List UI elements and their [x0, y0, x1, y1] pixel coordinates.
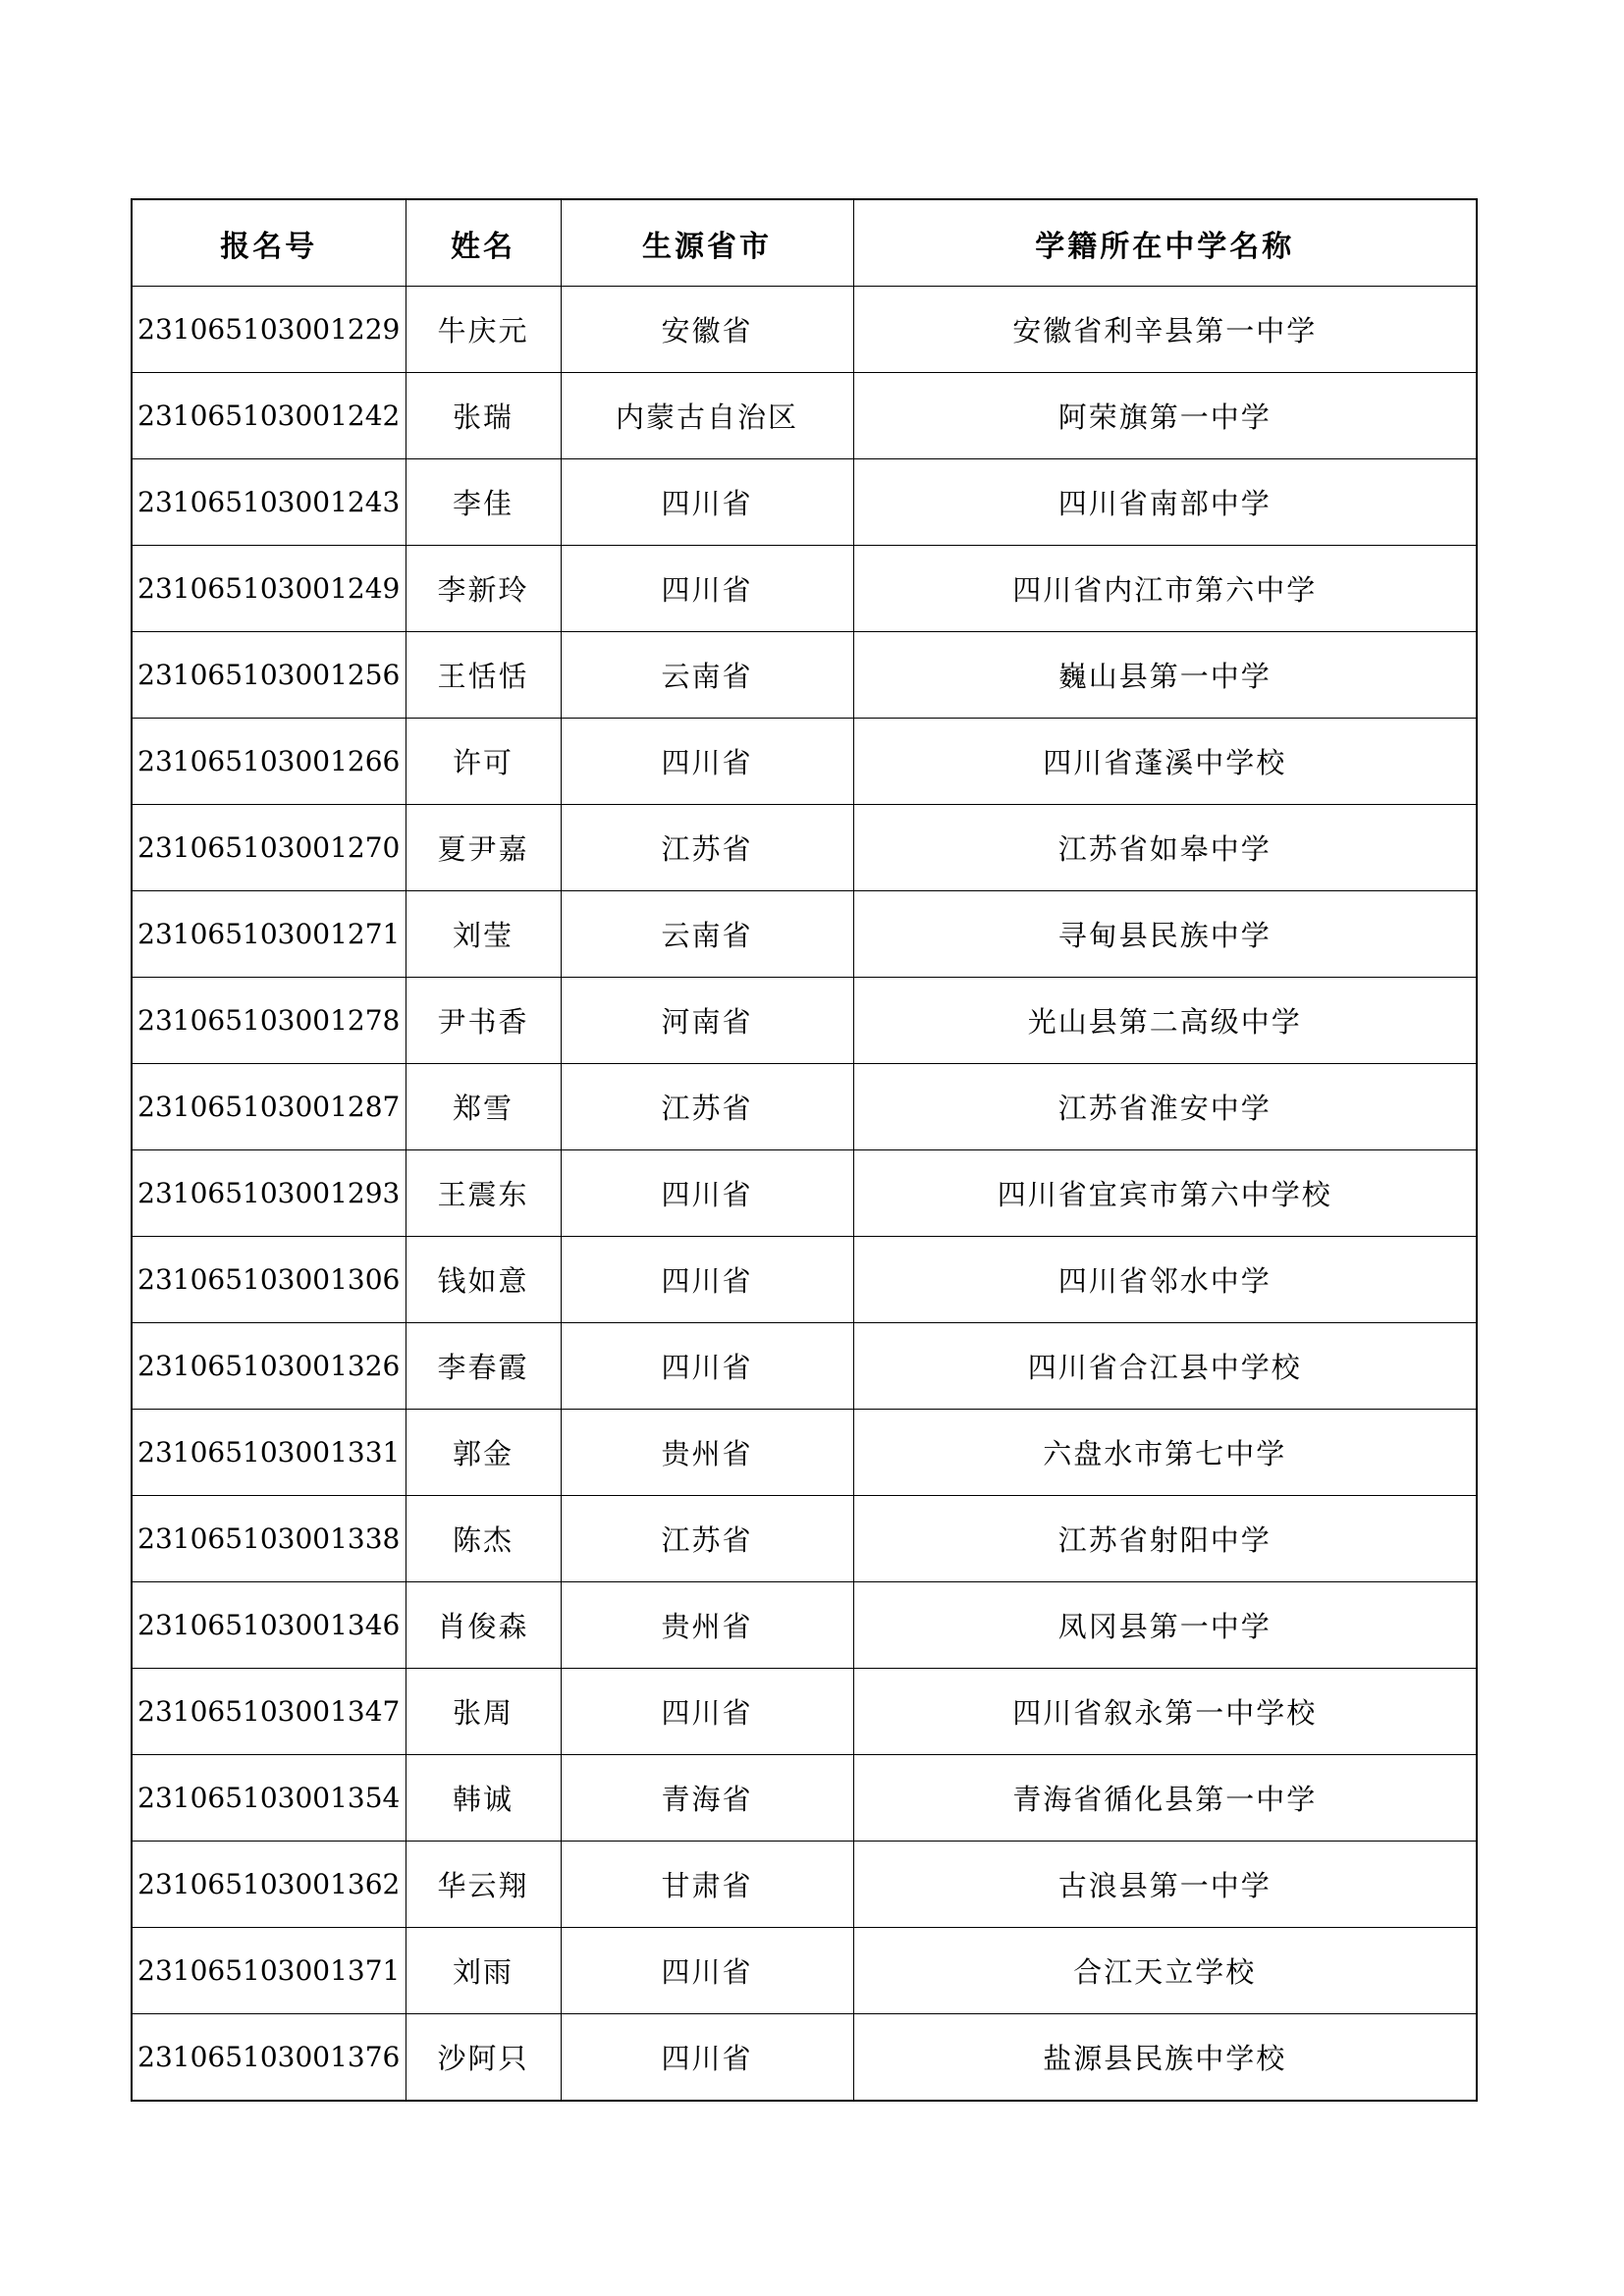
cell-school-name: 盐源县民族中学校 [853, 2014, 1477, 2102]
table-row [132, 1410, 1477, 1496]
cell-registration-number: 231065103001362 [132, 1842, 406, 1928]
cell-source-province: 江苏省 [561, 805, 853, 891]
table-row [132, 978, 1477, 1064]
cell-name: 刘莹 [406, 891, 561, 978]
table-row [132, 891, 1477, 978]
cell-name: 肖俊森 [406, 1582, 561, 1669]
cell-name: 陈杰 [406, 1496, 561, 1582]
cell-registration-number: 231065103001242 [132, 373, 406, 459]
cell-registration-number: 231065103001271 [132, 891, 406, 978]
cell-name: 夏尹嘉 [406, 805, 561, 891]
cell-source-province: 江苏省 [561, 1496, 853, 1582]
table-row [132, 1150, 1477, 1237]
cell-school-name: 江苏省射阳中学 [853, 1496, 1477, 1582]
cell-source-province: 青海省 [561, 1755, 853, 1842]
cell-registration-number: 231065103001326 [132, 1323, 406, 1410]
cell-registration-number: 231065103001354 [132, 1755, 406, 1842]
cell-source-province: 贵州省 [561, 1410, 853, 1496]
cell-source-province: 甘肃省 [561, 1842, 853, 1928]
cell-registration-number: 231065103001266 [132, 719, 406, 805]
cell-source-province: 云南省 [561, 632, 853, 719]
cell-source-province: 四川省 [561, 459, 853, 546]
cell-registration-number: 231065103001331 [132, 1410, 406, 1496]
cell-registration-number: 231065103001376 [132, 2014, 406, 2102]
table-row [132, 1064, 1477, 1150]
cell-registration-number: 231065103001249 [132, 546, 406, 632]
table-row [132, 1237, 1477, 1323]
cell-school-name: 合江天立学校 [853, 1928, 1477, 2014]
cell-school-name: 六盘水市第七中学 [853, 1410, 1477, 1496]
admissions-table [131, 198, 1478, 2102]
cell-registration-number: 231065103001293 [132, 1150, 406, 1237]
cell-source-province: 云南省 [561, 891, 853, 978]
cell-registration-number: 231065103001270 [132, 805, 406, 891]
cell-name: 李佳 [406, 459, 561, 546]
cell-source-province: 四川省 [561, 1669, 853, 1755]
header-row [132, 199, 1477, 287]
cell-name: 沙阿只 [406, 2014, 561, 2102]
cell-registration-number: 231065103001306 [132, 1237, 406, 1323]
table-row [132, 1582, 1477, 1669]
cell-name: 牛庆元 [406, 287, 561, 373]
cell-name: 钱如意 [406, 1237, 561, 1323]
table-row [132, 2014, 1477, 2102]
cell-source-province: 四川省 [561, 719, 853, 805]
cell-school-name: 四川省叙永第一中学校 [853, 1669, 1477, 1755]
cell-registration-number: 231065103001347 [132, 1669, 406, 1755]
cell-registration-number: 231065103001256 [132, 632, 406, 719]
cell-school-name: 寻甸县民族中学 [853, 891, 1477, 978]
cell-name: 郭金 [406, 1410, 561, 1496]
cell-school-name: 江苏省如皋中学 [853, 805, 1477, 891]
header-school-name: 学籍所在中学名称 [853, 199, 1477, 287]
cell-source-province: 四川省 [561, 1150, 853, 1237]
cell-school-name: 四川省蓬溪中学校 [853, 719, 1477, 805]
header-registration-number: 报名号 [132, 199, 406, 287]
header-name: 姓名 [406, 199, 561, 287]
table-row [132, 1842, 1477, 1928]
cell-registration-number: 231065103001338 [132, 1496, 406, 1582]
table-row [132, 805, 1477, 891]
cell-school-name: 安徽省利辛县第一中学 [853, 287, 1477, 373]
table-row [132, 287, 1477, 373]
header-source-province: 生源省市 [561, 199, 853, 287]
table-row [132, 546, 1477, 632]
cell-school-name: 光山县第二高级中学 [853, 978, 1477, 1064]
cell-name: 尹书香 [406, 978, 561, 1064]
table-row [132, 719, 1477, 805]
cell-school-name: 四川省邻水中学 [853, 1237, 1477, 1323]
table-header [132, 199, 1477, 287]
cell-name: 韩诚 [406, 1755, 561, 1842]
cell-school-name: 四川省宜宾市第六中学校 [853, 1150, 1477, 1237]
cell-school-name: 青海省循化县第一中学 [853, 1755, 1477, 1842]
cell-school-name: 古浪县第一中学 [853, 1842, 1477, 1928]
cell-source-province: 江苏省 [561, 1064, 853, 1150]
cell-name: 许可 [406, 719, 561, 805]
cell-school-name: 江苏省淮安中学 [853, 1064, 1477, 1150]
cell-name: 华云翔 [406, 1842, 561, 1928]
cell-source-province: 贵州省 [561, 1582, 853, 1669]
cell-source-province: 四川省 [561, 1237, 853, 1323]
cell-school-name: 凤冈县第一中学 [853, 1582, 1477, 1669]
table-row [132, 373, 1477, 459]
table-row [132, 1755, 1477, 1842]
cell-name: 张瑞 [406, 373, 561, 459]
cell-registration-number: 231065103001371 [132, 1928, 406, 2014]
table-row [132, 1669, 1477, 1755]
cell-source-province: 安徽省 [561, 287, 853, 373]
cell-school-name: 巍山县第一中学 [853, 632, 1477, 719]
cell-source-province: 四川省 [561, 1323, 853, 1410]
cell-registration-number: 231065103001287 [132, 1064, 406, 1150]
cell-school-name: 四川省内江市第六中学 [853, 546, 1477, 632]
table-row [132, 1323, 1477, 1410]
cell-source-province: 内蒙古自治区 [561, 373, 853, 459]
cell-source-province: 四川省 [561, 1928, 853, 2014]
table-body [132, 287, 1477, 2102]
cell-registration-number: 231065103001243 [132, 459, 406, 546]
cell-name: 王恬恬 [406, 632, 561, 719]
cell-registration-number: 231065103001229 [132, 287, 406, 373]
table-row [132, 632, 1477, 719]
cell-name: 郑雪 [406, 1064, 561, 1150]
cell-registration-number: 231065103001278 [132, 978, 406, 1064]
cell-source-province: 四川省 [561, 2014, 853, 2102]
table-row [132, 1496, 1477, 1582]
cell-name: 张周 [406, 1669, 561, 1755]
cell-registration-number: 231065103001346 [132, 1582, 406, 1669]
cell-name: 王震东 [406, 1150, 561, 1237]
cell-school-name: 阿荣旗第一中学 [853, 373, 1477, 459]
cell-school-name: 四川省合江县中学校 [853, 1323, 1477, 1410]
cell-source-province: 四川省 [561, 546, 853, 632]
cell-name: 刘雨 [406, 1928, 561, 2014]
cell-school-name: 四川省南部中学 [853, 459, 1477, 546]
cell-source-province: 河南省 [561, 978, 853, 1064]
cell-name: 李春霞 [406, 1323, 561, 1410]
table-row [132, 1928, 1477, 2014]
cell-name: 李新玲 [406, 546, 561, 632]
table-row [132, 459, 1477, 546]
